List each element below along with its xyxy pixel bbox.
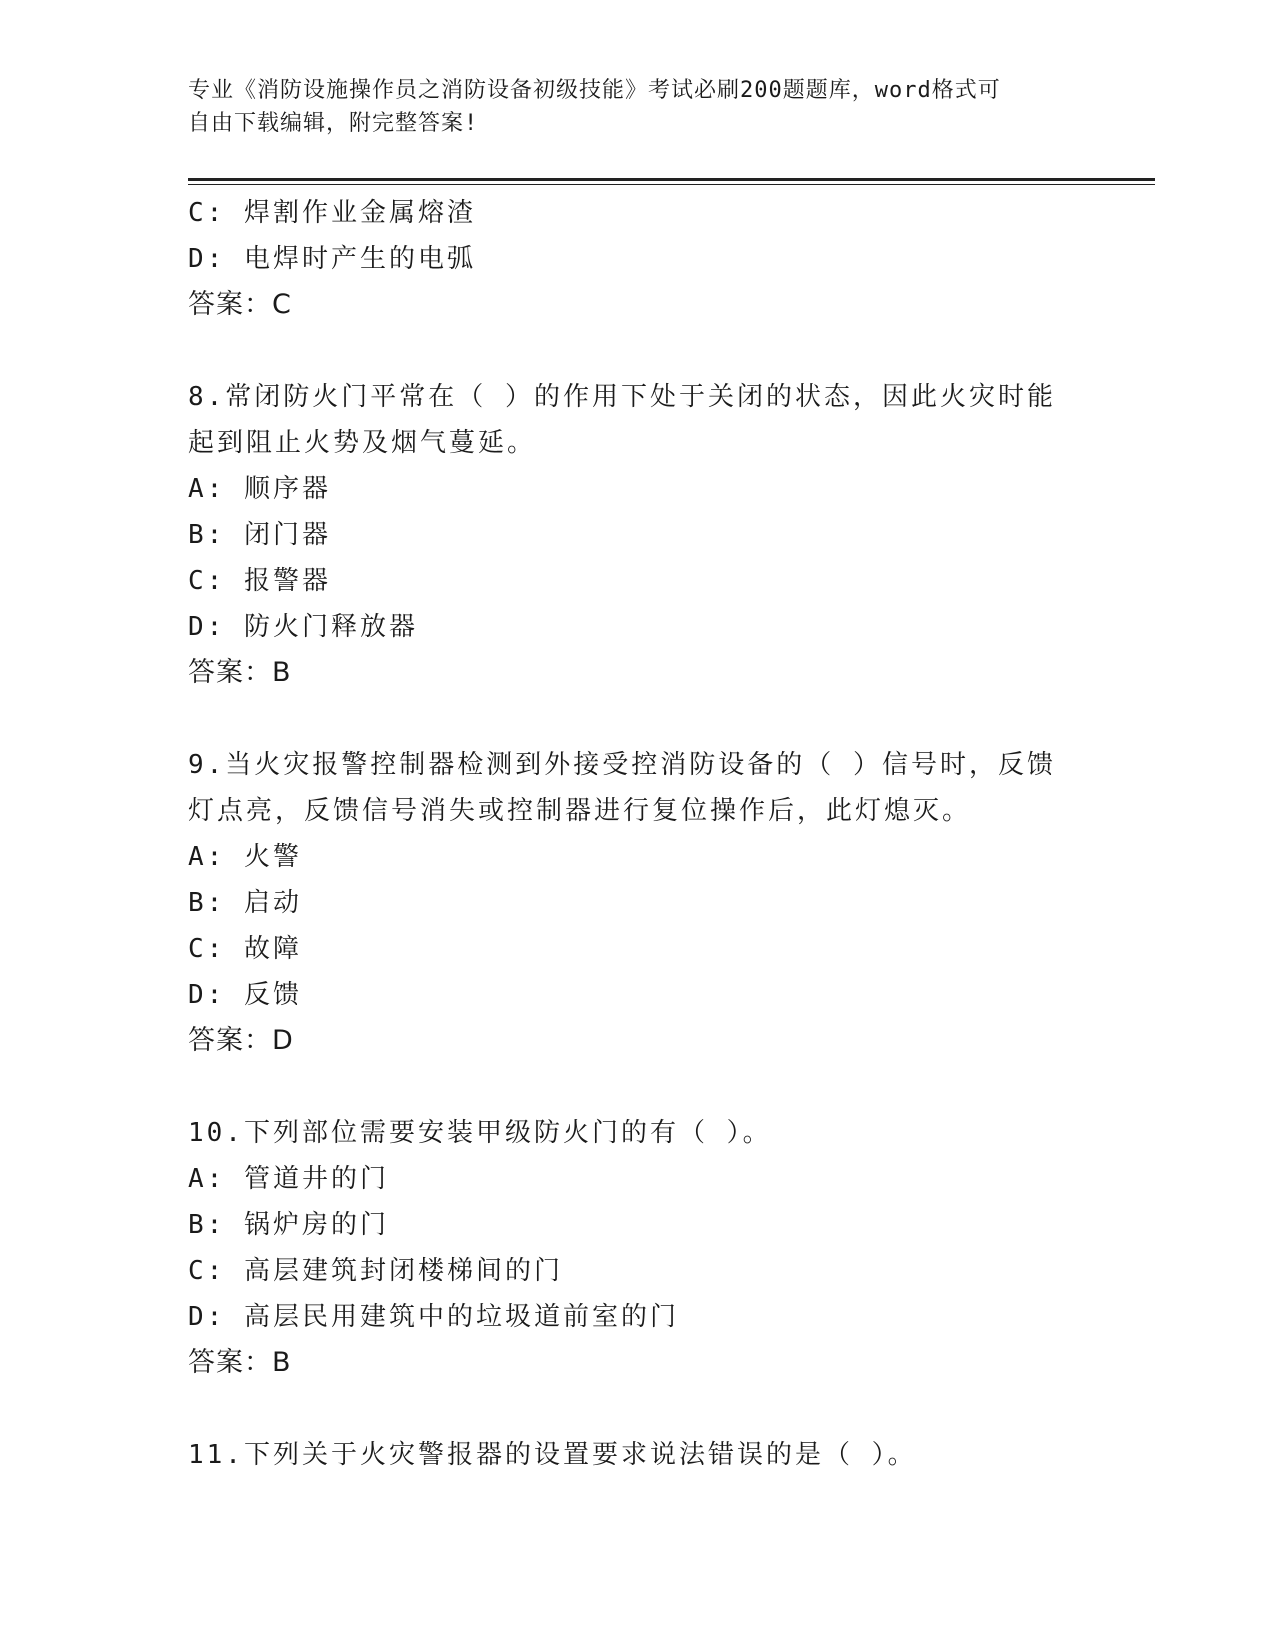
option-c: C: 焊割作业金属熔渣	[188, 198, 476, 228]
question-7-continued	[188, 190, 1088, 328]
option-c: C: 故障	[188, 934, 302, 964]
header-line-1: 专业《消防设施操作员之消防设备初级技能》考试必刷200题题库，word格式可	[188, 78, 1001, 103]
option-c: C: 报警器	[188, 566, 331, 596]
answer-line: 答案：C	[188, 289, 292, 320]
question-stem-line-1: 8.常闭防火门平常在（ ）的作用下处于关闭的状态，因此火灾时能	[188, 382, 1056, 412]
header-line-2: 自由下载编辑，附完整答案!	[188, 111, 479, 136]
question-stem-line-1: 9.当火灾报警控制器检测到外接受控消防设备的（ ）信号时，反馈	[188, 750, 1056, 780]
option-d: D: 防火门释放器	[188, 612, 418, 642]
option-b: B: 启动	[188, 888, 302, 918]
option-a: A: 顺序器	[188, 474, 331, 504]
header-divider-thin	[188, 184, 1155, 185]
question-9	[188, 742, 1088, 1064]
question-stem-line-2: 起到阻止火势及烟气蔓延。	[188, 428, 537, 458]
document-header	[188, 74, 1088, 140]
spacer	[188, 328, 1088, 374]
question-stem-line-2: 灯点亮，反馈信号消失或控制器进行复位操作后，此灯熄灭。	[188, 796, 972, 826]
spacer	[188, 1386, 1088, 1432]
question-11	[188, 1432, 1088, 1478]
option-a: A: 火警	[188, 842, 302, 872]
option-b: B: 闭门器	[188, 520, 331, 550]
question-stem-line-1: 10.下列部位需要安装甲级防火门的有（ ）。	[188, 1118, 772, 1148]
option-d: D: 反馈	[188, 980, 302, 1010]
question-stem-line-1: 11.下列关于火灾警报器的设置要求说法错误的是（ ）。	[188, 1440, 917, 1470]
option-a: A: 管道井的门	[188, 1164, 389, 1194]
question-8	[188, 374, 1088, 696]
spacer	[188, 1064, 1088, 1110]
header-divider-thick	[188, 178, 1155, 181]
question-10	[188, 1110, 1088, 1386]
option-b: B: 锅炉房的门	[188, 1210, 389, 1240]
option-d: D: 电焊时产生的电弧	[188, 244, 476, 274]
question-list	[188, 190, 1088, 1478]
option-d: D: 高层民用建筑中的垃圾道前室的门	[188, 1302, 679, 1332]
answer-line: 答案：B	[188, 657, 292, 688]
option-c: C: 高层建筑封闭楼梯间的门	[188, 1256, 563, 1286]
answer-line: 答案：D	[188, 1025, 294, 1056]
spacer	[188, 696, 1088, 742]
answer-line: 答案：B	[188, 1347, 292, 1378]
